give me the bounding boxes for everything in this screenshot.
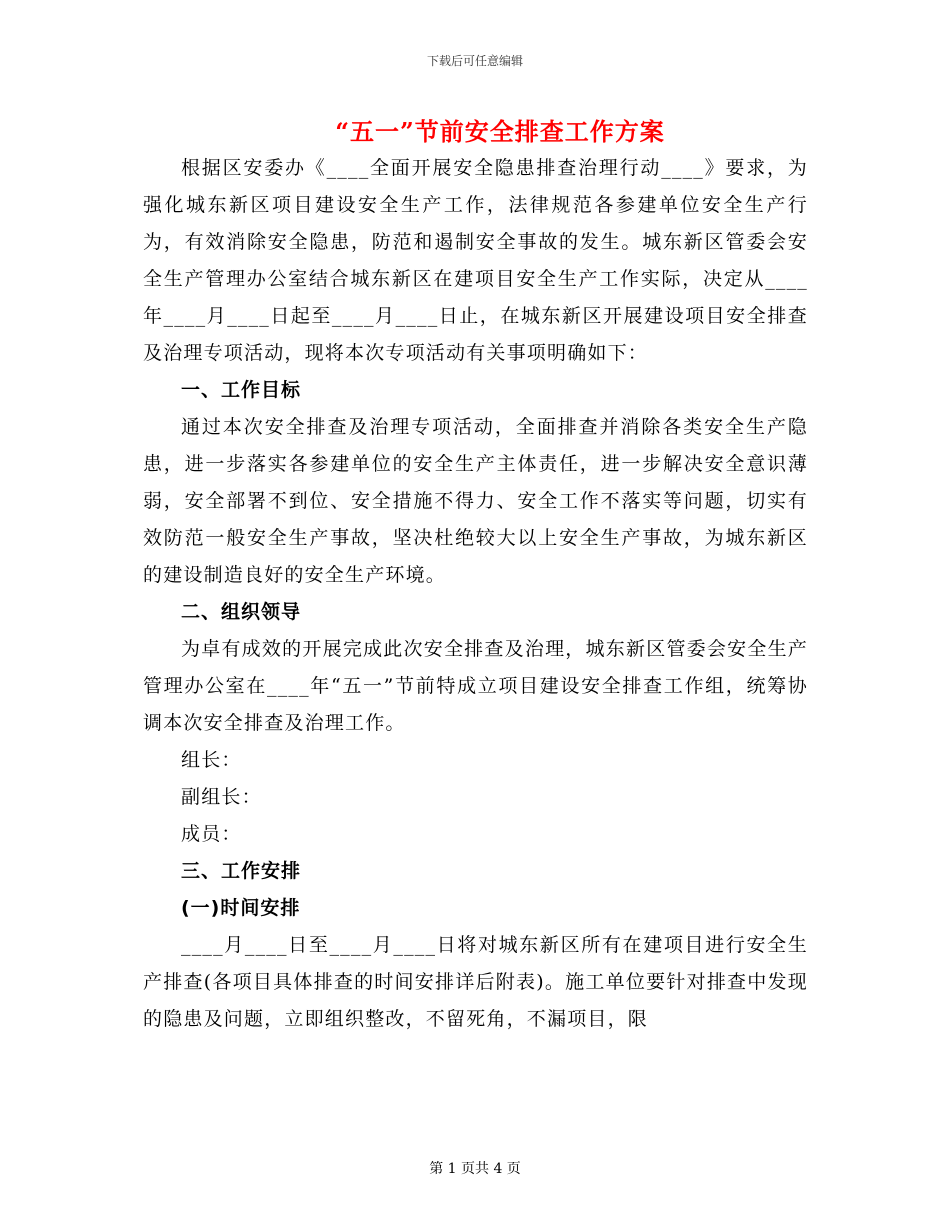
section3-sub1-body: ____月____日至____月____日将对城东新区所有在建项目进行安全生产排查(各项目具体排查的时间安排详后附表)。施工单位要针对排查中发现的隐患及问题，立即组织整改，不留死角，不漏项目，限 bbox=[143, 934, 808, 1030]
section1-body: 通过本次安全排查及治理专项活动，全面排查并消除各类安全生产隐患，进一步落实各参建单位的安全生产主体责任，进一步解决安全意识薄弱，安全部署不到位、安全措施不得力、安全工作不落实等问题，切实有效防范一般安全生产事故，坚决杜绝较大以上安全生产事故，为城东新区的建设制造良好的安全生产环境。 bbox=[143, 416, 808, 586]
section3-sub1-heading: (一)时间安排 bbox=[181, 897, 301, 919]
deputy-line: 副组长： bbox=[181, 786, 262, 808]
section2-heading: 二、组织领导 bbox=[181, 601, 302, 623]
leader-line: 组长： bbox=[181, 749, 242, 771]
section1-heading: 一、工作目标 bbox=[181, 379, 302, 401]
document-body bbox=[143, 150, 808, 1038]
intro-paragraph: 根据区安委办《____全面开展安全隐患排查治理行动____》要求，为强化城东新区项目建设安全生产工作，法律规范各参建单位安全生产行为，有效消除安全隐患，防范和遏制安全事故的发生。城东新区管委会安全生产管理办公室结合城东新区在建项目安全生产工作实际，决定从____年____月____日起至____月____日止，在城东新区开展建设项目安全排查及治理专项活动，现将本次专项活动有关事项明确如下： bbox=[143, 157, 808, 364]
page-footer: 第 1 页共 4 页 bbox=[429, 1161, 521, 1177]
section2-body: 为卓有成效的开展完成此次安全排查及治理，城东新区管委会安全生产管理办公室在____年“五一”节前特成立项目建设安全排查工作组，统筹协调本次安全排查及治理工作。 bbox=[143, 638, 808, 734]
members-line: 成员： bbox=[181, 823, 242, 845]
document-title: “五一”节前安全排查工作方案 bbox=[335, 117, 665, 146]
section3-heading: 三、工作安排 bbox=[181, 860, 302, 882]
header-note: 下载后可任意编辑 bbox=[426, 54, 523, 68]
